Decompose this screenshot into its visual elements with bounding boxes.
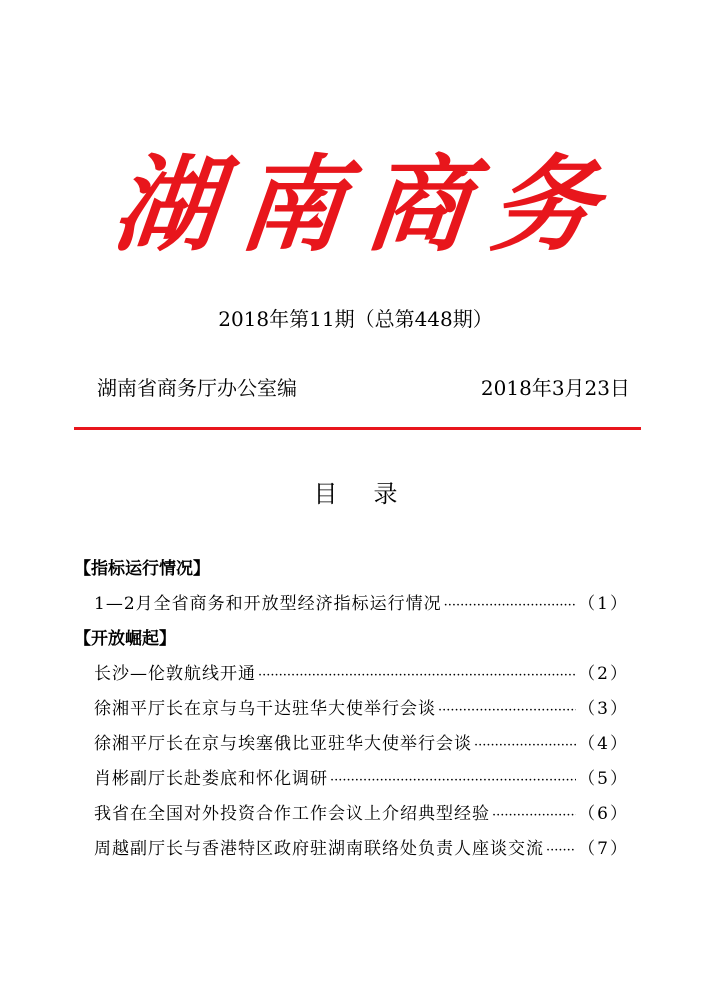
header-divider [74, 427, 641, 430]
publish-date: 2018年3月23日 [480, 376, 630, 400]
toc-leader-dots [492, 798, 576, 833]
masthead [0, 143, 711, 266]
toc-entry-page: （3） [578, 699, 629, 719]
toc-entry-title: 徐湘平厅长在京与乌干达驻华大使举行会谈 [94, 699, 436, 719]
toc-entry-page: （5） [578, 769, 629, 789]
toc-leader-dots [258, 658, 576, 693]
toc-leader-dots [438, 693, 576, 728]
toc-leader-dots [330, 763, 576, 798]
toc-entry-title: 徐湘平厅长在京与埃塞俄比亚驻华大使举行会谈 [94, 734, 472, 754]
editor-line: 湖南省商务厅办公室编 [97, 376, 297, 400]
toc-entry-title: 长沙—伦敦航线开通 [94, 664, 256, 684]
toc-entry[interactable] [74, 727, 629, 762]
toc-leader-dots [474, 728, 576, 763]
toc-entry-title: 周越副厅长与香港特区政府驻湖南联络处负责人座谈交流 [94, 839, 544, 859]
toc-entry-page: （1） [578, 594, 629, 614]
toc-title: 目录 [313, 480, 434, 508]
toc-entry[interactable] [74, 762, 629, 797]
toc-entry-title: 肖彬副厅长赴娄底和怀化调研 [94, 769, 328, 789]
toc-section-heading-indicators: 【指标运行情况】 [74, 559, 210, 579]
toc-entry[interactable] [74, 832, 629, 867]
toc-entry-title: 我省在全国对外投资合作工作会议上介绍典型经验 [94, 804, 490, 824]
masthead-title: 湖南商务 [108, 143, 626, 266]
issue-number: 2018年第11期（总第448期） [218, 307, 493, 331]
toc-entry[interactable] [74, 657, 629, 692]
toc-entry[interactable] [74, 692, 629, 727]
toc-entry-page: （6） [578, 804, 629, 824]
toc-leader-dots [546, 833, 576, 868]
toc-entry-title: 1—2月全省商务和开放型经济指标运行情况 [94, 594, 442, 614]
toc-entry-page: （4） [578, 734, 629, 754]
toc-leader-dots [444, 588, 577, 623]
toc-entry-page: （7） [578, 839, 629, 859]
toc-entry[interactable] [74, 797, 629, 832]
table-of-contents [74, 552, 629, 867]
toc-section-heading-opening: 【开放崛起】 [74, 629, 176, 649]
toc-entry[interactable] [74, 587, 629, 622]
toc-entry-page: （2） [578, 664, 629, 684]
